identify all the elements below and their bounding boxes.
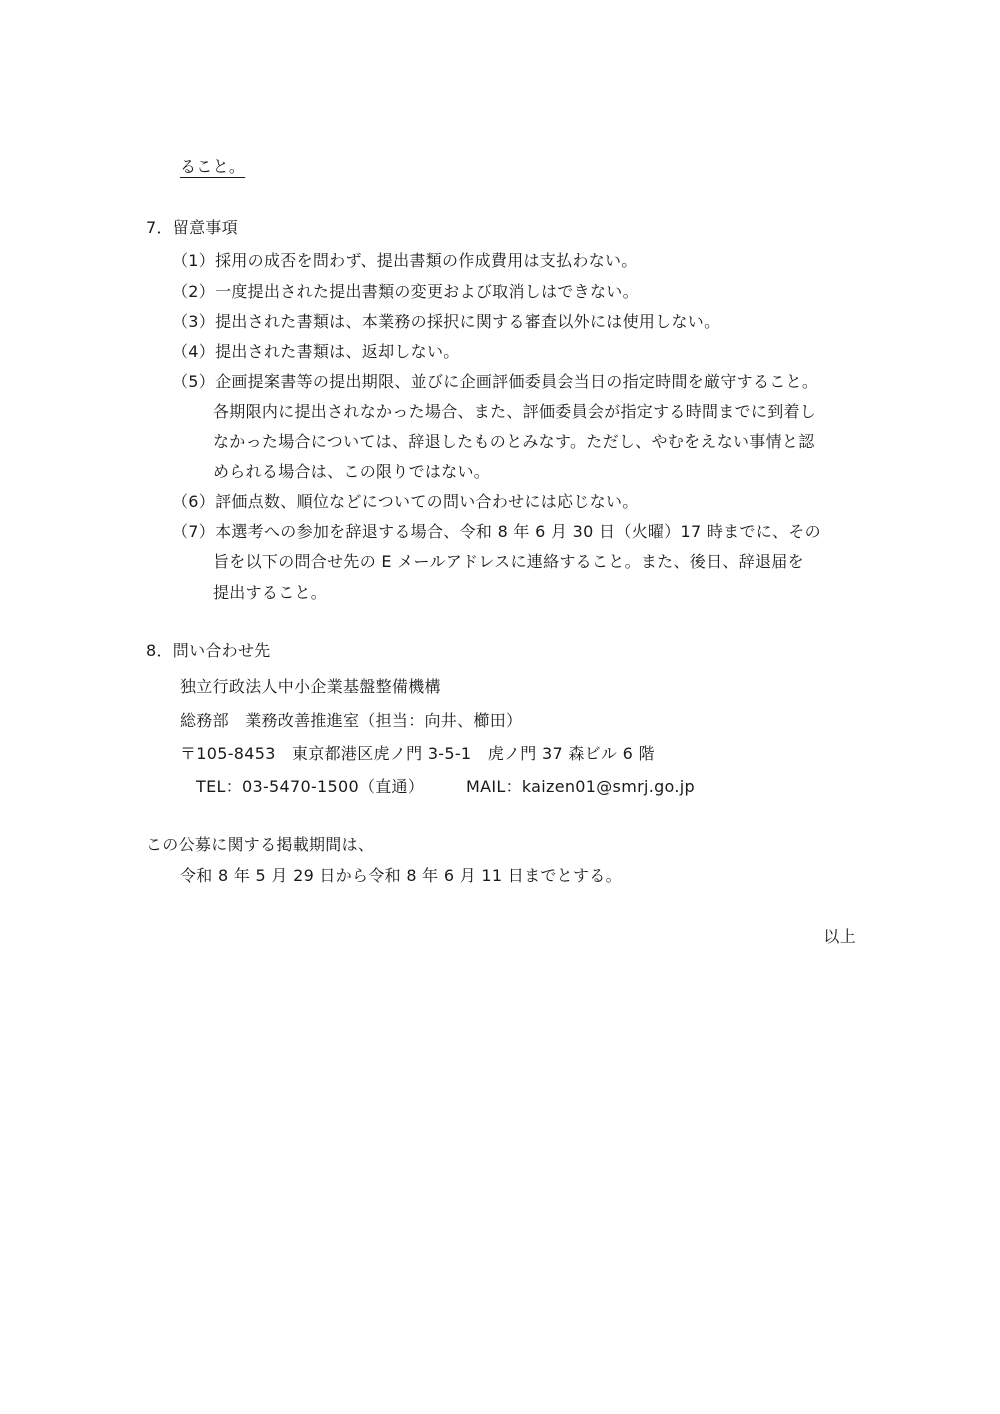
contact-organization: 独立行政法人中小企業基盤整備機構	[180, 677, 441, 696]
contact-email[interactable]: MAIL：kaizen01@smrj.go.jp	[466, 777, 695, 796]
notice-item-5-line-3: なかった場合については、辞退したものとみなす。ただし、やむをえない事情と認	[213, 432, 815, 451]
notice-item-2: （2）一度提出された提出書類の変更および取消しはできない。	[172, 282, 639, 301]
notice-item-1: （1）採用の成否を問わず、提出書類の作成費用は支払わない。	[172, 251, 638, 270]
notice-item-5-line-4: められる場合は、この限りではない。	[213, 462, 491, 481]
notice-item-6: （6）評価点数、順位などについての問い合わせには応じない。	[172, 492, 639, 511]
notice-item-4: （4）提出された書類は、返却しない。	[172, 342, 460, 361]
contact-tel: TEL：03-5470-1500（直通）	[196, 777, 425, 796]
posting-intro: この公募に関する掲載期間は、	[146, 835, 375, 854]
notice-item-7-line-1: （7）本選考への参加を辞退する場合、令和 8 年 6 月 30 日（火曜）17 時までに、その	[172, 522, 821, 541]
notice-item-7-line-3: 提出すること。	[213, 583, 328, 602]
notice-item-5-line-2: 各期限内に提出されなかった場合、また、評価委員会が指定する時間までに到着し	[213, 402, 817, 421]
notice-item-3: （3）提出された書類は、本業務の採択に関する審査以外には使用しない。	[172, 312, 721, 331]
notice-item-5-line-1: （5）企画提案書等の提出期限、並びに企画評価委員会当日の指定時間を厳守すること。	[172, 372, 819, 391]
posting-period: 令和 8 年 5 月 29 日から令和 8 年 6 月 11 日までとする。	[180, 866, 622, 885]
contact-department: 総務部 業務改善推進室（担当：向井、櫛田）	[180, 711, 523, 730]
contact-address: 〒105-8453 東京都港区虎ノ門 3-5-1 虎ノ門 37 森ビル 6 階	[180, 744, 655, 763]
continuation-text: ること。	[180, 157, 246, 176]
closing-mark: 以上	[823, 927, 856, 946]
notice-item-7-line-2: 旨を以下の問合せ先の E メールアドレスに連絡すること。また、後日、辞退届を	[213, 552, 804, 571]
section-7-heading: 7．留意事項	[146, 218, 238, 237]
section-8-heading: 8．問い合わせ先	[146, 641, 271, 660]
